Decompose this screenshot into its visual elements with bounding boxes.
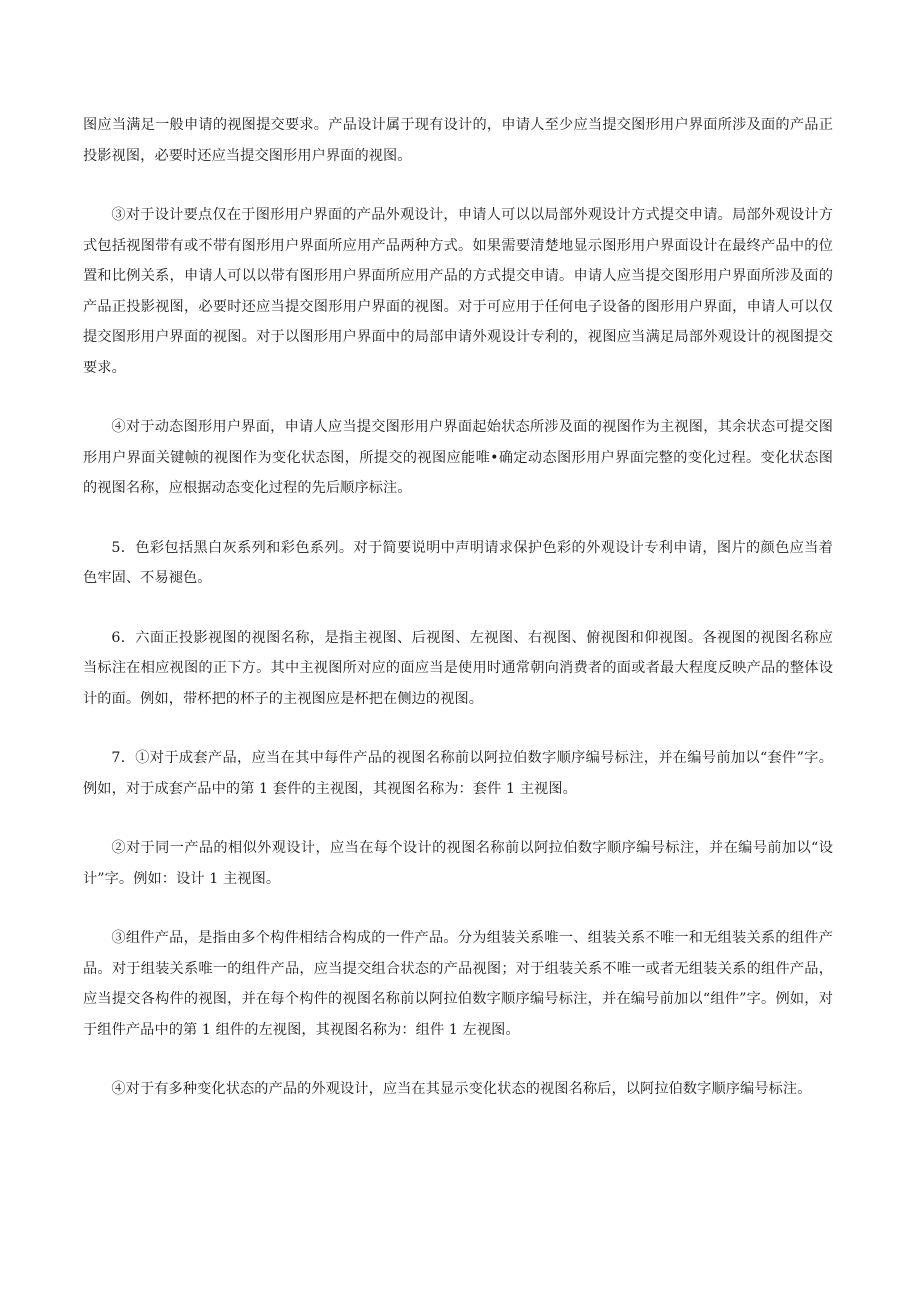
document-page — [83, 110, 833, 1105]
paragraph-gap — [83, 804, 833, 833]
paragraph-gap — [83, 714, 833, 743]
paragraph-partial-design-gui: ③对于设计要点仅在于图形用户界面的产品外观设计，申请人可以以局部外观设计方式提交申请。局部外观设计方式包括视图带有或不带有图形用户界面所应用产品两种方式。如果需要清楚地显示图形用户界面设计在最终产品中的位置和比例关系，申请人可以以带有图形用户界面所应用产品的方式提交申请。申请人应当提交图形用户界面所涉及面的产品正投影视图，必要时还应当提交图形用户界面的视图。对于可应用于任何电子设备的图形用户界面，申请人可以仅提交图形用户界面的视图。对于以图形用户界面中的局部申请外观设计专利的，视图应当满足局部外观设计的视图提交要求。 — [83, 207, 833, 376]
paragraph-item-7-set-products: 7．①对于成套产品，应当在其中每件产品的视图名称前以阿拉伯数字顺序编号标注，并在编号前加以“套件”字。例如，对于成套产品中的第 1 套件的主视图，其视图名称为：套件 1 主视图。 — [83, 750, 833, 797]
paragraph-gap — [83, 171, 833, 200]
paragraph-item-6-view-names: 6．六面正投影视图的视图名称，是指主视图、后视图、左视图、右视图、俯视图和仰视图。各视图的视图名称应当标注在相应视图的正下方。其中主视图所对应的面应当是使用时通常朝向消费者的面或者最大程度反映产品的整体设计的面。例如，带杯把的杯子的主视图应是杯把在侧边的视图。 — [83, 629, 833, 707]
paragraph-gap — [83, 594, 833, 623]
paragraph-gap — [83, 894, 833, 923]
paragraph-component-products: ③组件产品，是指由多个构件相结合构成的一件产品。分为组装关系唯一、组装关系不唯一和无组装关系的组件产品。对于组装关系唯一的组件产品，应当提交组合状态的产品视图；对于组装关系不唯一或者无组装关系的组件产品，应当提交各构件的视图，并在每个构件的视图名称前以阿拉伯数字顺序编号标注，并在编号前加以“组件”字。例如，对于组件产品中的第 1 组件的左视图，其视图名称为：组件 1 左视图。 — [83, 930, 833, 1038]
paragraph-item-5-color: 5．色彩包括黑白灰系列和彩色系列。对于简要说明中声明请求保护色彩的外观设计专利申请，图片的颜色应当着色牢固、不易褪色。 — [83, 539, 833, 586]
paragraph-variable-states: ④对于有多种变化状态的产品的外观设计，应当在其显示变化状态的视图名称后，以阿拉伯数字顺序编号标注。 — [111, 1081, 812, 1097]
paragraph-dynamic-gui: ④对于动态图形用户界面，申请人应当提交图形用户界面起始状态所涉及面的视图作为主视图，其余状态可提交图形用户界面关键帧的视图作为变化状态图，所提交的视图应能唯•确定动态图形用户界面完整的变化过程。变化状态图的视图名称，应根据动态变化过程的先后顺序标注。 — [83, 419, 833, 496]
paragraph-view-requirements-continued: 图应当满足一般申请的视图提交要求。产品设计属于现有设计的，申请人至少应当提交图形用户界面所涉及面的产品正投影视图，必要时还应当提交图形用户界面的视图。 — [83, 117, 833, 164]
paragraph-gap — [83, 1045, 833, 1074]
paragraph-similar-designs: ②对于同一产品的相似外观设计，应当在每个设计的视图名称前以阿拉伯数字顺序编号标注，并在编号前加以“设计”字。例如：设计 1 主视图。 — [83, 840, 833, 887]
paragraph-gap — [83, 504, 833, 533]
paragraph-gap — [83, 383, 833, 412]
